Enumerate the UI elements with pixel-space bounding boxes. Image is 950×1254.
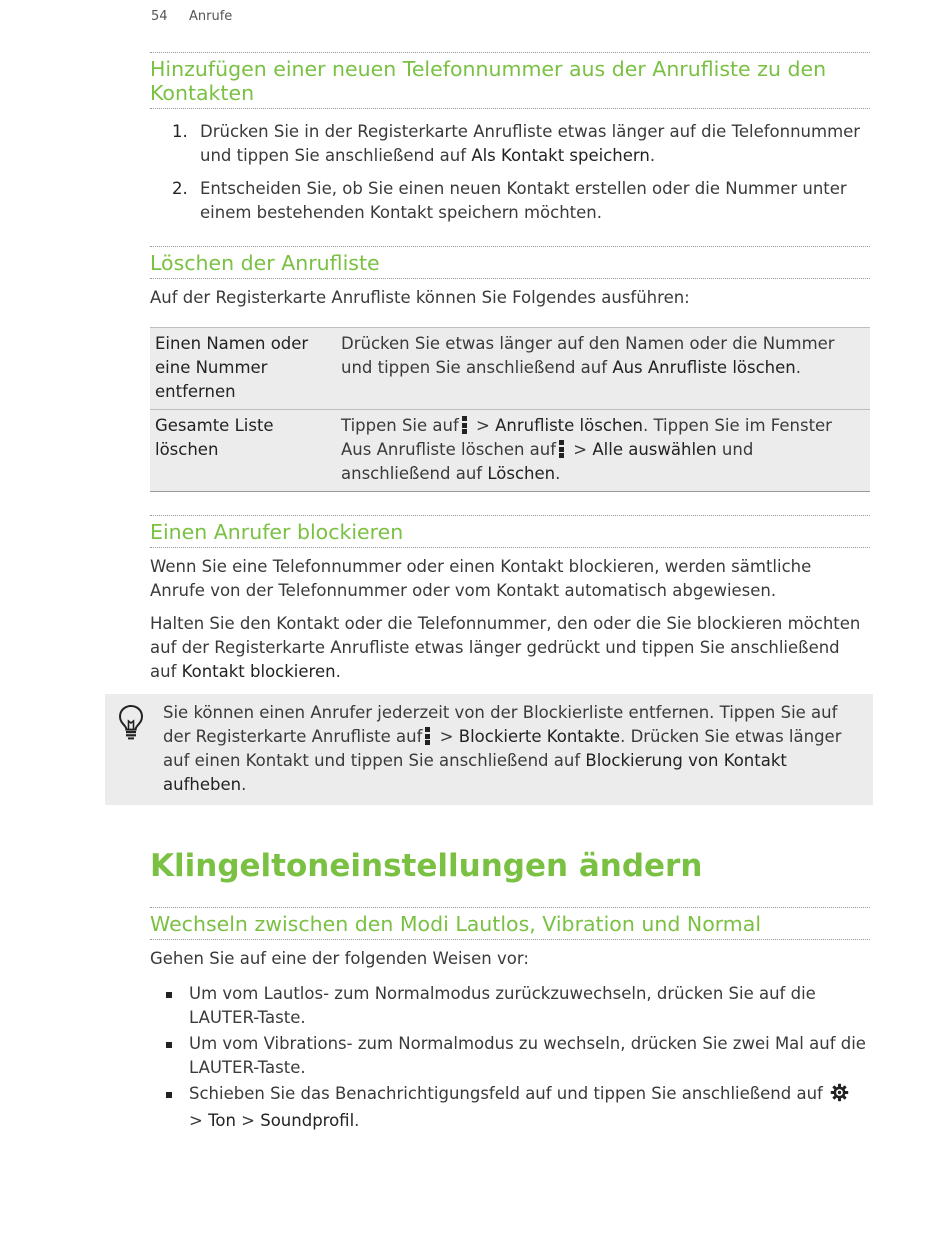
list-item: Um vom Vibrations- zum Normalmodus zu wechseln, drücken Sie zwei Mal auf die LAUTER-Taste. [150,1032,870,1080]
section-title-add-number: Hinzufügen einer neuen Telefonnummer aus der Anrufliste zu den Kontakten [150,52,870,109]
table-cell-desc: Drücken Sie etwas länger auf den Namen oder die Nummer und tippen Sie anschließend auf Aus Anrufliste löschen. [341,334,835,377]
section-title-modes: Wechseln zwischen den Modi Lautlos, Vibration und Normal [150,907,870,940]
list-item: Schieben Sie das Benachrichtigungsfeld auf und tippen Sie anschließend auf > Ton > Soundprofil. [150,1082,870,1133]
lightbulb-icon [118,704,144,744]
chapter-title: Klingeltoneinstellungen ändern [150,848,703,884]
clear-log-intro: Auf der Registerkarte Anrufliste können Sie Folgendes ausführen: [150,288,690,307]
block-paragraph-1: Wenn Sie eine Telefonnummer oder einen Kontakt blockieren, werden sämtliche Anrufe von der Telefonnummer oder vom Kontakt automatisch abgewiesen. [150,557,812,600]
list-item: 1. Drücken Sie in der Registerkarte Anrufliste etwas länger auf die Telefonnummer und tippen Sie anschließend auf Als Kontakt speichern. [172,122,861,165]
steps-list [150,120,870,234]
modes-intro: Gehen Sie auf eine der folgenden Weisen vor: [150,949,529,968]
step-number: 1. [172,122,188,141]
settings-gear-icon [830,1083,849,1109]
list-item: 2. Entscheiden Sie, ob Sie einen neuen Kontakt erstellen oder die Nummer unter einem bestehenden Kontakt speichern möchten. [172,179,847,222]
modes-list [150,982,870,1135]
table-cell-desc: Tippen Sie auf > Anrufliste löschen. Tippen Sie im Fenster Aus Anrufliste löschen auf > Alle auswählen und anschließend auf Löschen. [341,416,832,483]
step-number: 2. [172,179,188,198]
block-paragraph-2: Halten Sie den Kontakt oder die Telefonnummer, den oder die Sie blockieren möchten auf der Registerkarte Anrufliste etwas länger gedrückt und tippen Sie anschließend auf Kontakt blockieren. [150,614,861,681]
more-menu-icon [425,727,430,745]
section-title-clear-log: Löschen der Anrufliste [150,246,870,279]
section-title-block: Einen Anrufer blockieren [150,515,870,548]
table-cell-label: Einen Namen oder eine Nummer entfernen [155,334,309,401]
page-header [151,9,232,24]
more-menu-icon [559,440,564,458]
page-number: 54 [151,9,168,24]
tip-box [105,694,873,805]
ui-term: Als Kontakt speichern [471,146,650,165]
table-cell-label: Gesamte Liste löschen [155,416,274,459]
table-row [150,328,870,409]
table-row [150,409,870,491]
tip-text: Sie können einen Anrufer jederzeit von der Blockierliste entfernen. Tippen Sie auf der Registerkarte Anrufliste auf > Blockierte Kontakte. Drücken Sie etwas länger auf einen Kontakt und tippen Sie anschließend auf Blockierung von Kontakt aufheben. [163,703,842,794]
more-menu-icon [462,416,467,434]
section-name: Anrufe [189,9,233,24]
list-item: Um vom Lautlos- zum Normalmodus zurückzuwechseln, drücken Sie auf die LAUTER-Taste. [150,982,870,1030]
options-table [150,327,870,492]
